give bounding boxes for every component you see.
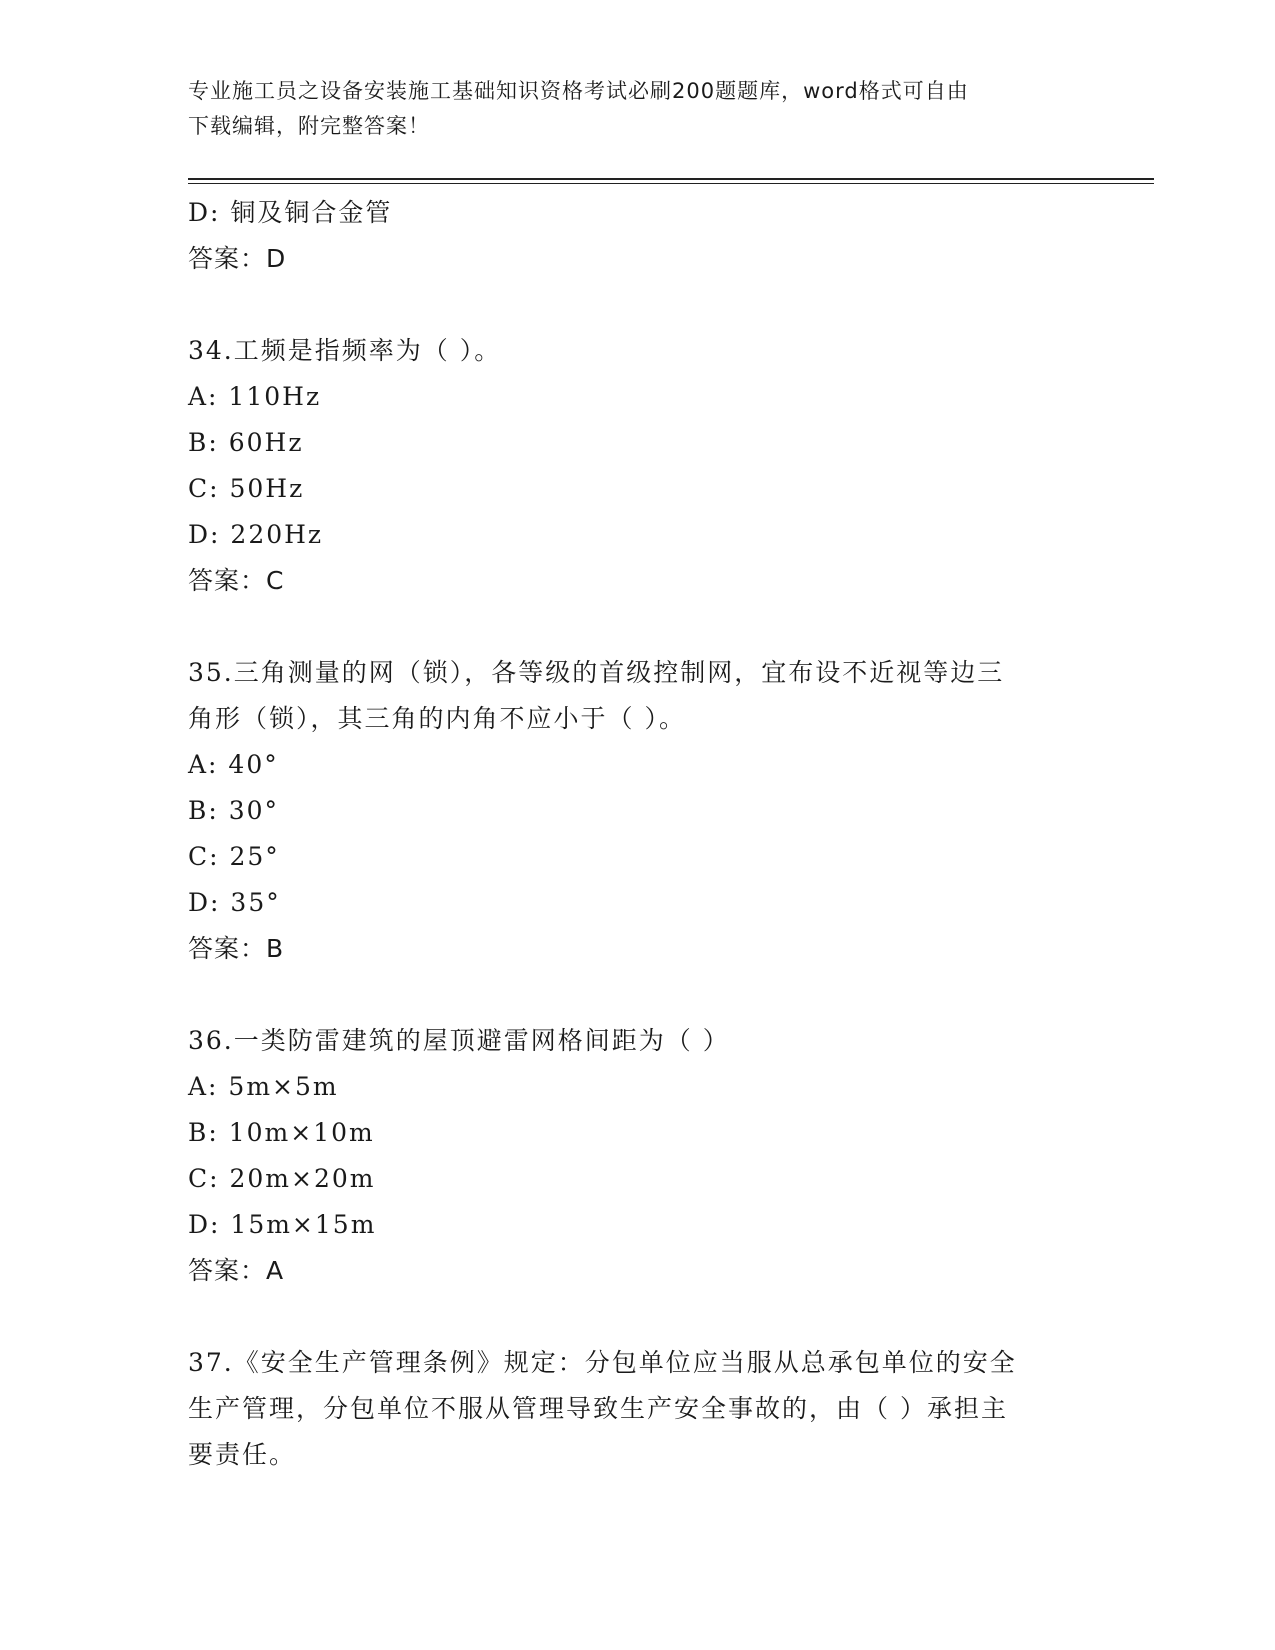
answer-line: 答案：A: [188, 1256, 285, 1285]
header-divider-thin: [188, 183, 1154, 184]
option-b: B: 30°: [188, 796, 280, 825]
document-header: [188, 74, 1078, 144]
option-d: D: 220Hz: [188, 520, 324, 549]
question-stem: 34.工频是指频率为（ ）。: [188, 336, 502, 365]
option-a: A: 110Hz: [188, 382, 322, 411]
question-stem-line-2: 角形（锁），其三角的内角不应小于（ ）。: [188, 704, 686, 733]
option-d: D: 15m×15m: [188, 1210, 377, 1239]
header-title-line-2: 下载编辑，附完整答案！: [188, 114, 430, 138]
answer-line: 答案：D: [188, 244, 287, 273]
question-list: [188, 190, 1088, 1478]
answer-line: 答案：B: [188, 934, 285, 963]
option-d: D: 铜及铜合金管: [188, 198, 393, 227]
answer-line: 答案：C: [188, 566, 285, 595]
header-title-line-1: 专业施工员之设备安装施工基础知识资格考试必刷200题题库，word格式可自由: [188, 79, 969, 103]
question-stem-line-2: 生产管理，分包单位不服从管理导致生产安全事故的，由（ ）承担主: [188, 1394, 1008, 1423]
option-b: B: 10m×10m: [188, 1118, 375, 1147]
question-stem-line-1: 37.《安全生产管理条例》规定：分包单位应当服从总承包单位的安全: [188, 1348, 1017, 1377]
option-b: B: 60Hz: [188, 428, 304, 457]
option-d: D: 35°: [188, 888, 281, 917]
spacer: [188, 1294, 1088, 1340]
question-stem-line-3: 要责任。: [188, 1440, 297, 1469]
spacer: [188, 282, 1088, 328]
option-c: C: 25°: [188, 842, 280, 871]
question-stem-line-1: 35.三角测量的网（锁），各等级的首级控制网，宜布设不近视等边三: [188, 658, 1005, 687]
header-divider-thick: [188, 178, 1154, 180]
question-stem: 36.一类防雷建筑的屋顶避雷网格间距为（ ）: [188, 1026, 730, 1055]
option-c: C: 50Hz: [188, 474, 305, 503]
option-c: C: 20m×20m: [188, 1164, 376, 1193]
option-a: A: 40°: [188, 750, 279, 779]
spacer: [188, 604, 1088, 650]
option-a: A: 5m×5m: [188, 1072, 339, 1101]
spacer: [188, 972, 1088, 1018]
